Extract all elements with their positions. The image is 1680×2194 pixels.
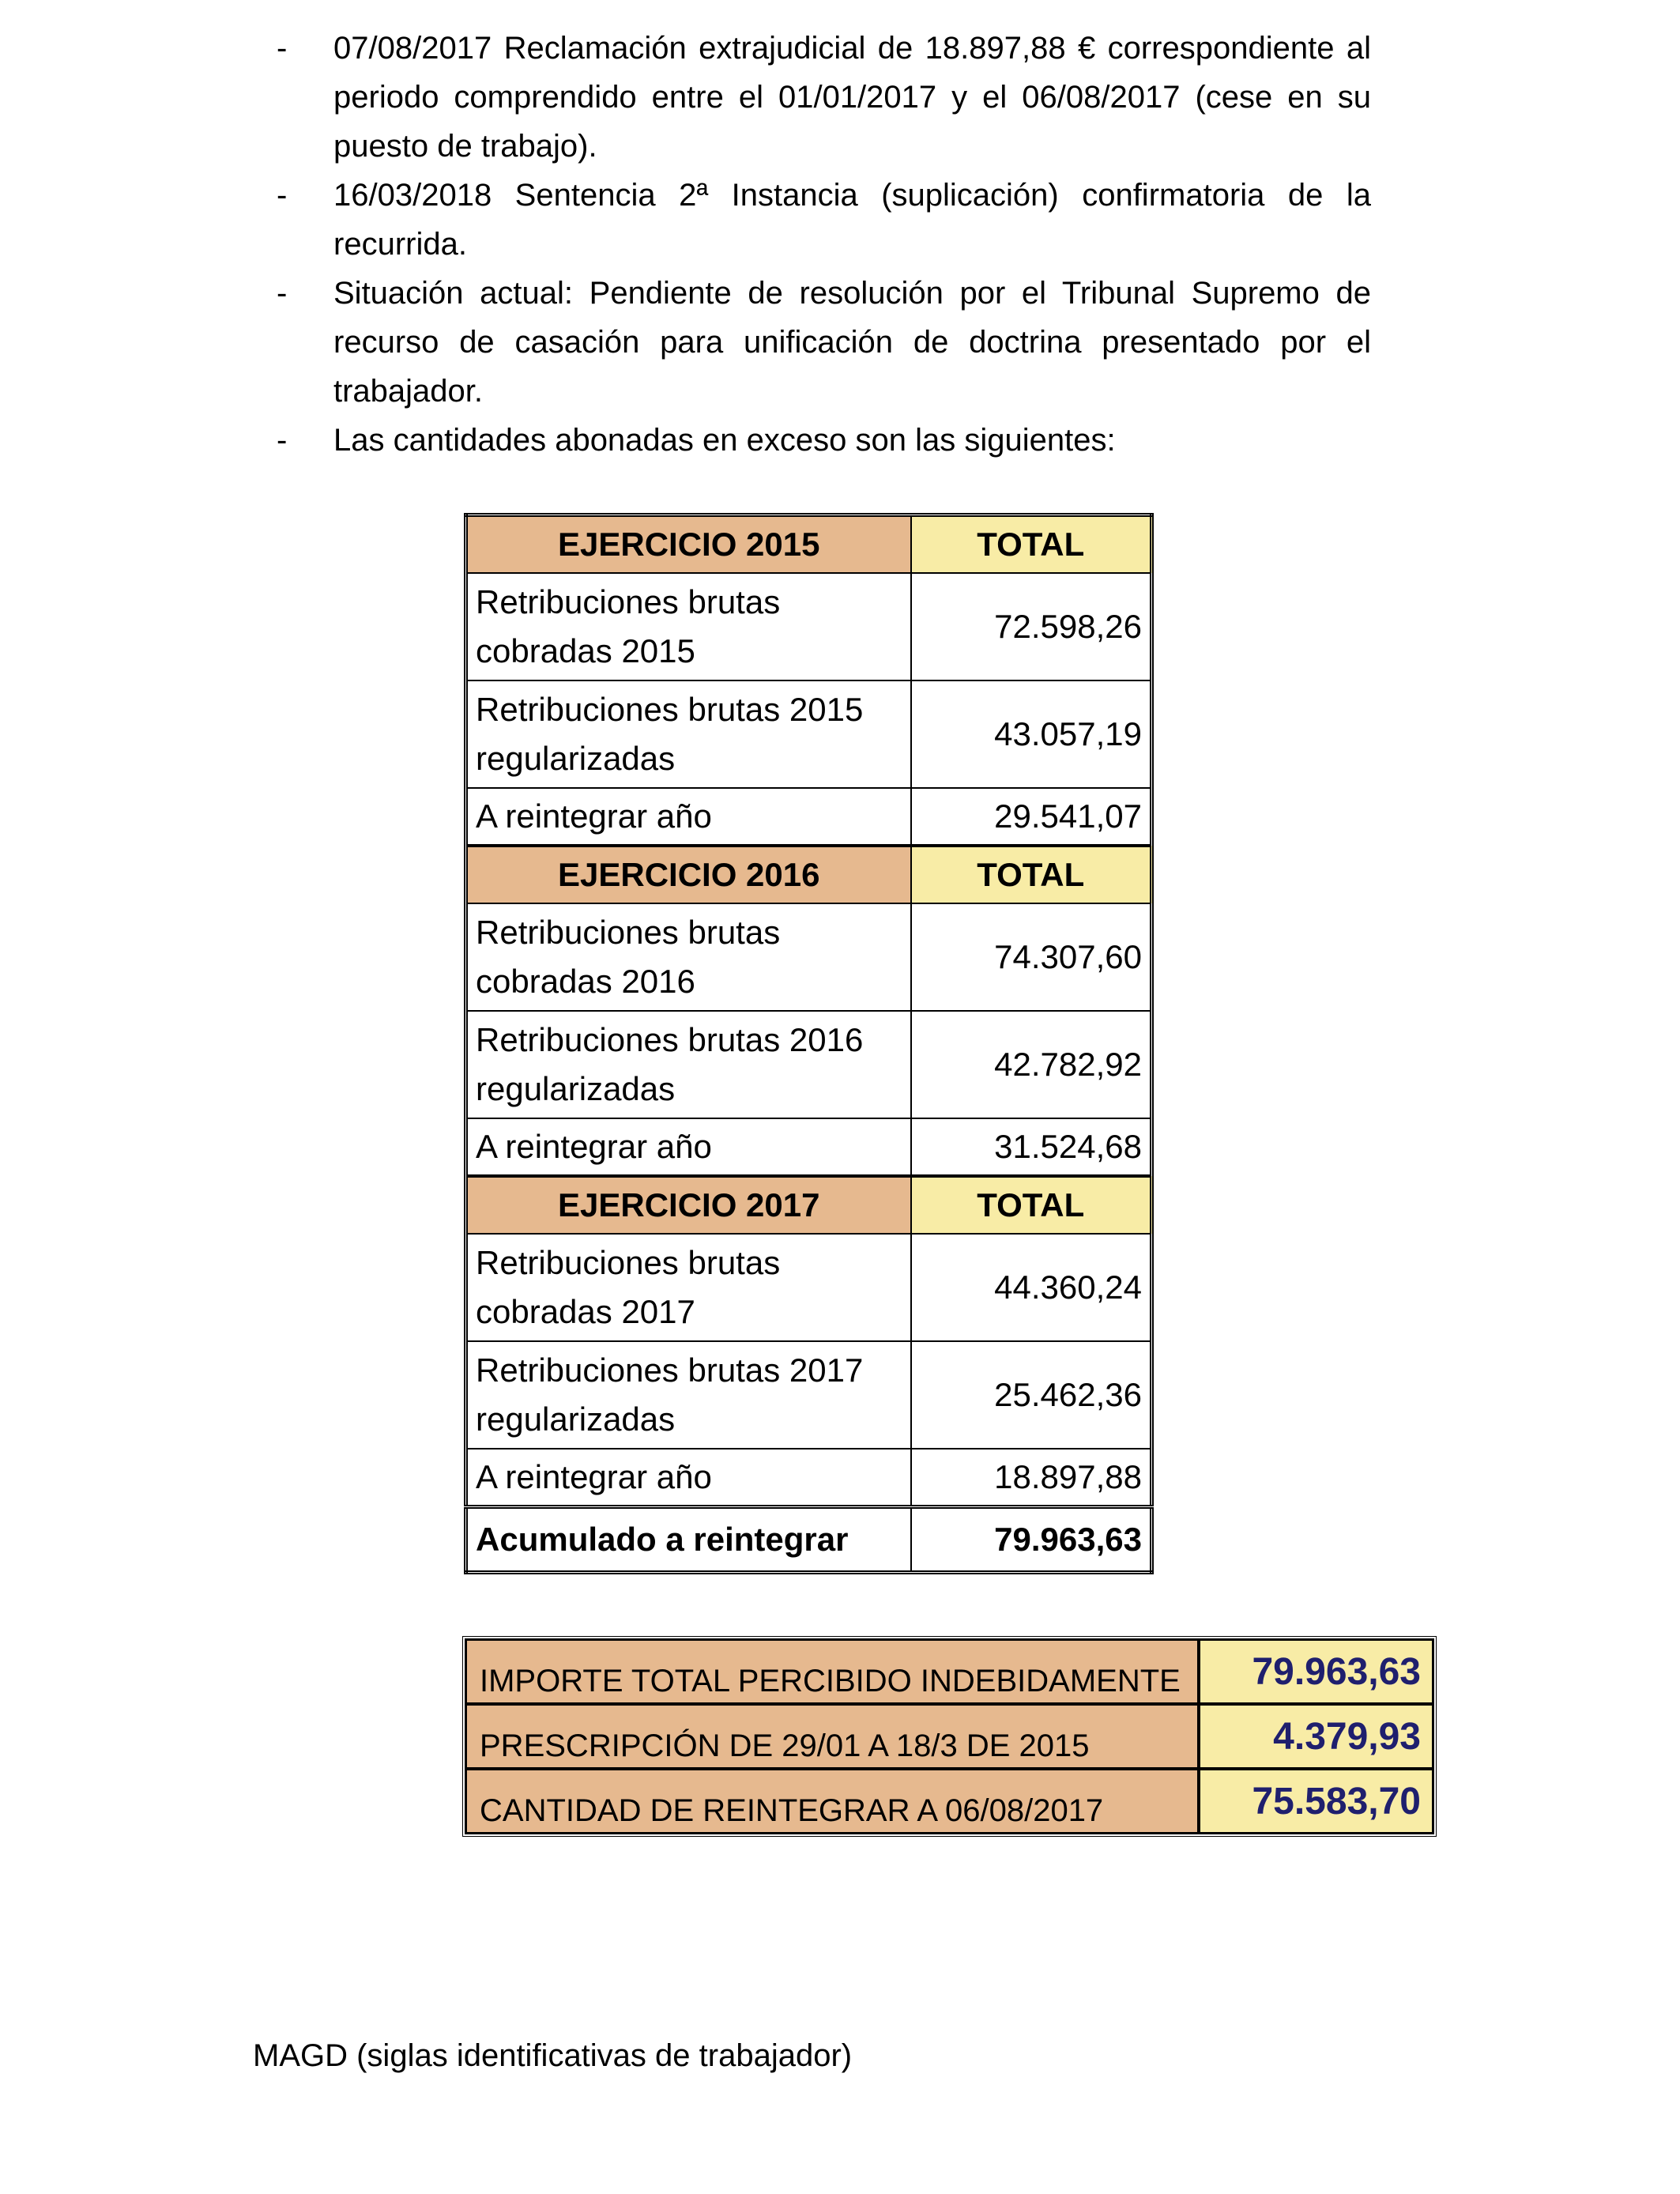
- bullet-text: 16/03/2018 Sentencia 2ª Instancia (suplicación) confirmatoria de la recurrida.: [333, 178, 1371, 262]
- resumen-row: [465, 1704, 1433, 1769]
- bullet-text: Las cantidades abonadas en exceso son las siguientes:: [333, 423, 1116, 458]
- bullet-dash: -: [277, 178, 288, 213]
- ejercicios-table: [464, 513, 1154, 1574]
- row-value: 31.524,68: [911, 1118, 1152, 1176]
- table-row: [466, 1234, 1152, 1341]
- resumen-label: IMPORTE TOTAL PERCIBIDO INDEBIDAMENTE: [465, 1639, 1199, 1704]
- bullet-item: [277, 269, 1371, 416]
- row-label: Retribuciones brutas cobradas 2015: [466, 573, 911, 680]
- resumen-table: [462, 1636, 1437, 1837]
- bullet-item: [277, 416, 1371, 465]
- row-label: Retribuciones brutas 2017 regularizadas: [466, 1341, 911, 1449]
- row-label: A reintegrar año: [466, 1118, 911, 1176]
- row-label: Retribuciones brutas 2015 regularizadas: [466, 680, 911, 788]
- year-header: EJERCICIO 2016: [466, 846, 911, 903]
- row-value: 29.541,07: [911, 788, 1152, 846]
- bullet-item: [277, 171, 1371, 269]
- row-label: Retribuciones brutas 2016 regularizadas: [466, 1011, 911, 1118]
- bullet-dash: -: [277, 31, 288, 66]
- table-row: [466, 788, 1152, 846]
- total-header: TOTAL: [911, 846, 1152, 903]
- row-label: A reintegrar año: [466, 788, 911, 846]
- bullet-text: 07/08/2017 Reclamación extrajudicial de 18.897,88 € correspondiente al periodo comprendido entre el 01/01/2017 y el 06/08/2017 (cese en su puesto de trabajo).: [333, 31, 1371, 164]
- row-value: 25.462,36: [911, 1341, 1152, 1449]
- row-value: 44.360,24: [911, 1234, 1152, 1341]
- footer-note: MAGD (siglas identificativas de trabajador): [253, 2038, 853, 2073]
- row-label: Retribuciones brutas cobradas 2016: [466, 903, 911, 1011]
- resumen-value: 79.963,63: [1199, 1639, 1433, 1704]
- row-value: 74.307,60: [911, 903, 1152, 1011]
- table-row: [466, 1118, 1152, 1176]
- row-label: Retribuciones brutas cobradas 2017: [466, 1234, 911, 1341]
- table-row: [466, 680, 1152, 788]
- total-header: TOTAL: [911, 1176, 1152, 1234]
- table-row: [466, 573, 1152, 680]
- total-header: TOTAL: [911, 515, 1152, 574]
- bullet-text: Situación actual: Pendiente de resolución por el Tribunal Supremo de recurso de casación para unificación de doctrina presentado por el trabajador.: [333, 276, 1371, 409]
- year-header: EJERCICIO 2017: [466, 1176, 911, 1234]
- row-label: A reintegrar año: [466, 1449, 911, 1507]
- resumen-row: [465, 1769, 1433, 1834]
- table-row: [466, 1449, 1152, 1507]
- bullet-list: [277, 24, 1371, 465]
- table-row: [466, 903, 1152, 1011]
- resumen-label: PRESCRIPCIÓN DE 29/01 A 18/3 DE 2015: [465, 1704, 1199, 1769]
- bullet-dash: -: [277, 423, 288, 458]
- table-header-row: [466, 846, 1152, 903]
- row-value: 43.057,19: [911, 680, 1152, 788]
- row-value: 18.897,88: [911, 1449, 1152, 1507]
- resumen-row: [465, 1639, 1433, 1704]
- table-header-row: [466, 515, 1152, 574]
- table-header-row: [466, 1176, 1152, 1234]
- resumen-value: 4.379,93: [1199, 1704, 1433, 1769]
- acumulado-row: [466, 1507, 1152, 1573]
- table-row: [466, 1011, 1152, 1118]
- resumen-label: CANTIDAD DE REINTEGRAR A 06/08/2017: [465, 1769, 1199, 1834]
- year-header: EJERCICIO 2015: [466, 515, 911, 574]
- acumulado-value: 79.963,63: [911, 1507, 1152, 1573]
- bullet-dash: -: [277, 276, 288, 311]
- bullet-item: [277, 24, 1371, 171]
- row-value: 72.598,26: [911, 573, 1152, 680]
- table-row: [466, 1341, 1152, 1449]
- acumulado-label: Acumulado a reintegrar: [466, 1507, 911, 1573]
- resumen-value: 75.583,70: [1199, 1769, 1433, 1834]
- row-value: 42.782,92: [911, 1011, 1152, 1118]
